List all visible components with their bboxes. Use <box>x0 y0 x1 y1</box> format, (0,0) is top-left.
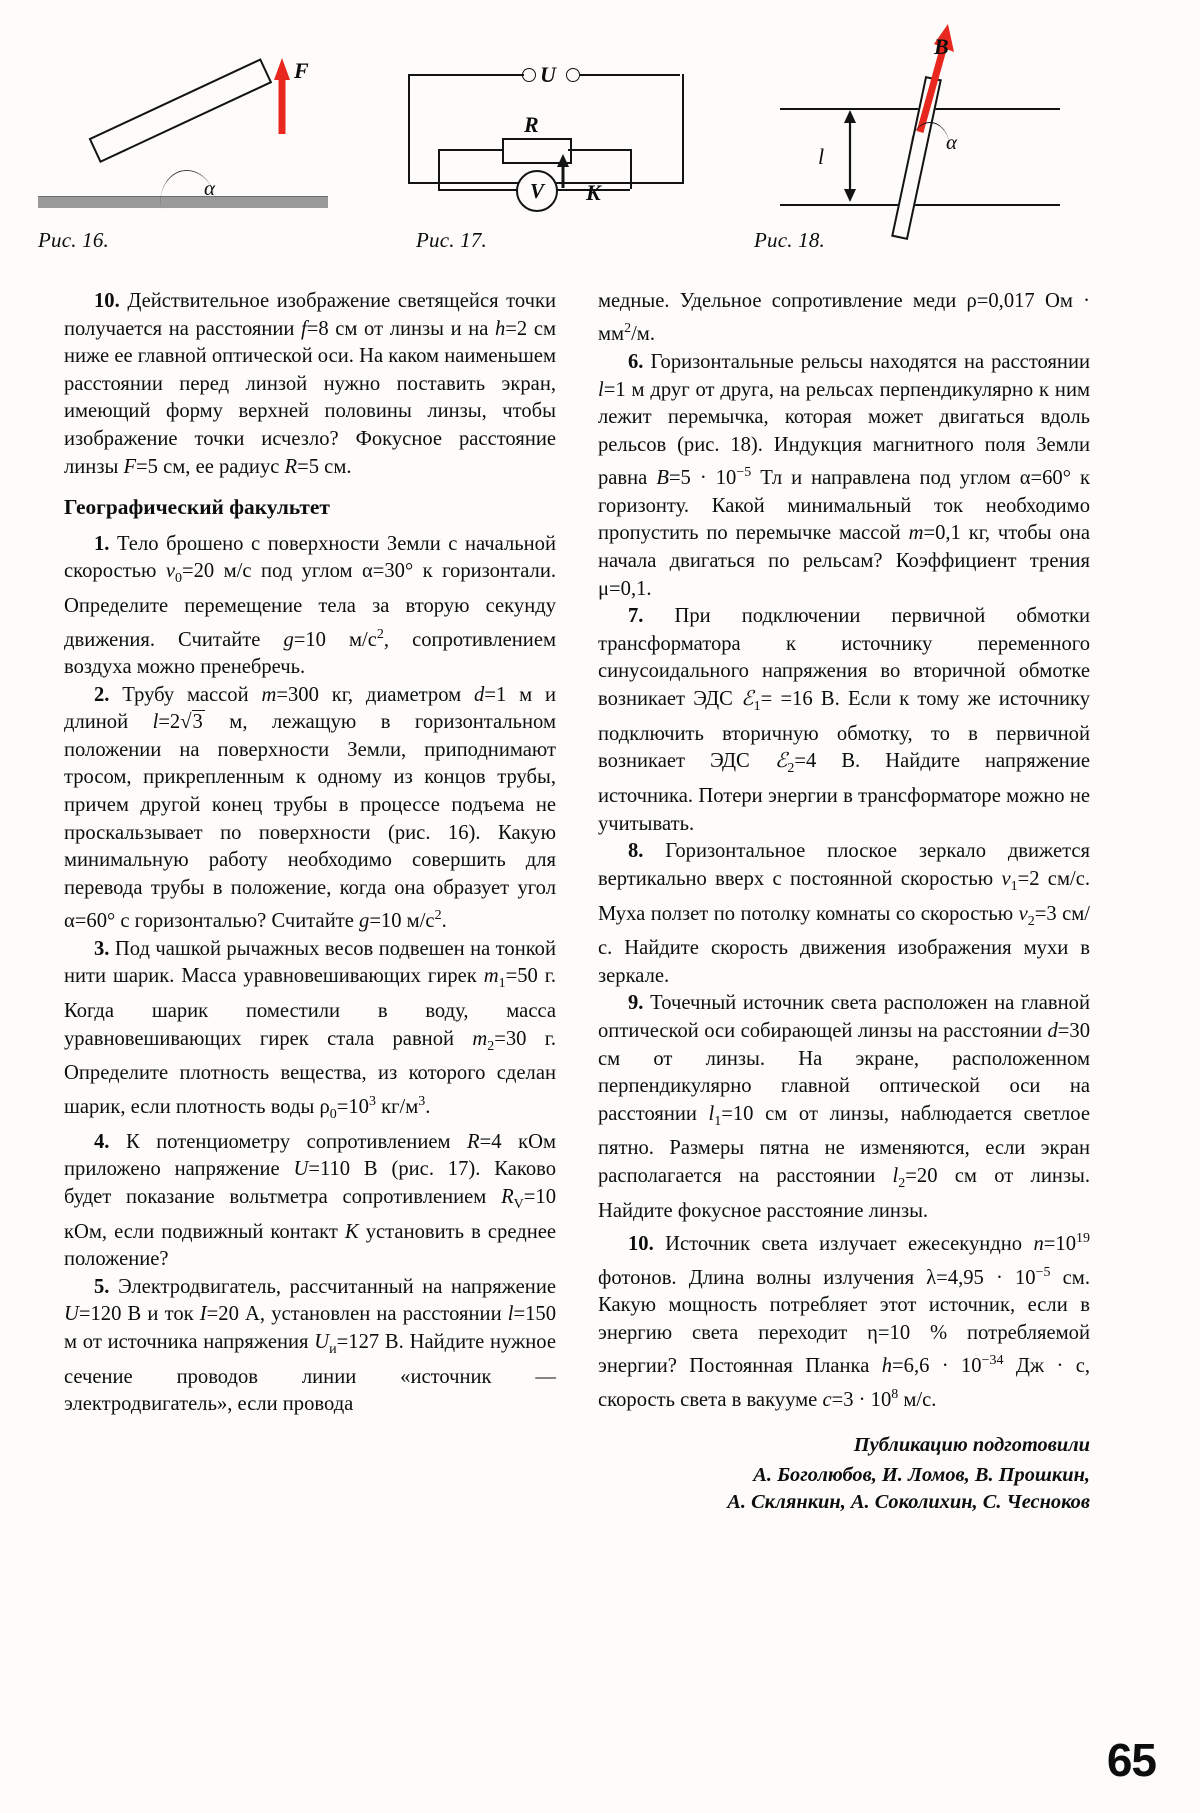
problem-5-continuation <box>598 288 1090 349</box>
voltmeter-left-drop <box>438 149 440 189</box>
problem-left-2-number: 2. <box>94 683 110 706</box>
problem-right-9-number: 9. <box>628 992 644 1015</box>
terminal-left-icon <box>522 68 536 82</box>
circuit-top-left-wire <box>408 74 524 76</box>
rail-bottom <box>780 204 1060 206</box>
circuit-outer-frame <box>408 74 684 184</box>
problem-right-6 <box>598 349 1090 603</box>
figure-16 <box>38 18 338 258</box>
credits-line-1: А. Боголюбов, И. Ломов, В. Прошкин, <box>753 1463 1090 1486</box>
problem-left-1-number: 1. <box>94 532 110 555</box>
problem-right-10-number: 10. <box>628 1233 654 1256</box>
left-column <box>64 288 556 1419</box>
figure-18-length-label: l <box>818 144 825 169</box>
credits-line-2: А. Склянкин, А. Соколихин, С. Чесноков <box>727 1490 1090 1513</box>
figure-17-contact-label: K <box>586 180 601 205</box>
problem-right-8-text: Горизонтальное плоское зеркало движется вертикально вверх с постоянной скоростью $v_1=2$ см/с. Муха ползет по потолку комнаты со скоростью $v_2=3$ см/с. Найдите скорость движения изображения мухи в зеркале. <box>598 840 1090 987</box>
problem-left-10 <box>64 288 556 481</box>
problem-left-3 <box>64 936 556 1129</box>
problem-right-7 <box>598 603 1090 838</box>
voltmeter-right-wire <box>568 149 630 151</box>
pipe-bar <box>89 58 273 163</box>
problem-left-1 <box>64 531 556 682</box>
problem-right-7-number: 7. <box>628 605 644 628</box>
right-column <box>598 288 1090 1516</box>
voltmeter-left-wire <box>438 149 502 151</box>
force-arrow-icon <box>274 58 290 134</box>
problem-right-6-number: 6. <box>628 351 644 374</box>
problem-right-7-text: При подключении первичной обмотки трансформатора к источнику переменного синусоидального напряжения во вторичной обмотке возникает ЭДС ℰ$_1$= =16 В. Если к тому же источнику подключить вторичную обмотку, то в первичной возникает ЭДС ℰ$_2$=4 В. Найдите напряжение источника. Потери энергии в трансформаторе можно не учитывать. <box>598 605 1090 835</box>
problem-left-2-text: Трубу массой m=300 кг, диаметром d=1 м и длиной l=2√3 м, лежащую в горизонтальном положении на поверхности Земли, приподнимают тросом, прикрепленным к одному из концов трубы, причем другой конец трубы в процессе подъема не проскальзывает по поверхности (рис. 16). Какую минимальную работу необходимо совершить для перевода трубы в положение, когда она образует угол α=60° с горизонталью? Считайте g=10 $м/с^2$. <box>64 683 557 933</box>
credits-title: Публикацию подготовили <box>853 1434 1090 1457</box>
problem-left-10-number: 10. <box>94 290 120 312</box>
problem-left-5 <box>64 1274 556 1419</box>
problem-left-5-text: Электродвигатель, рассчитанный на напряжение U=120 В и ток I=20 А, установлен на расстоянии l=150 м от источника напряжения $U_и=127$ В. Найдите нужное сечение проводов линии «источник — электродвигатель», если провода <box>64 1275 556 1416</box>
problem-left-2 <box>64 682 556 936</box>
problem-left-4-text: К потенциометру сопротивлением R=4 кОм приложено напряжение U=110 В (рис. 17). Каково будет показание вольтметра сопротивлением $R_V=10$ кОм, если подвижный контакт K установить в среднее положение? <box>64 1130 556 1271</box>
figure-16-caption: Рис. 16. <box>38 228 109 252</box>
voltmeter-right-drop <box>630 149 632 189</box>
problem-left-3-text: Под чашкой рычажных весов подвешен на тонкой нити шарик. Масса уравновешивающих гирек $m_1=50$ г. Когда шарик поместили в воду, масса уравновешивающих гирек стала равной $m_2=30$ г. Определите плотность вещества, из которого сделан шарик, если плотность воды $\rho_0=10^3$ $кг/м^3$. <box>64 937 556 1123</box>
terminal-right-icon <box>566 68 580 82</box>
figure-18 <box>754 18 1090 258</box>
figures-row <box>38 18 1168 258</box>
problem-right-9-text: Точечный источник света расположен на главной оптической оси собирающей линзы на расстоянии d=30 см от линзы. На экране, расположенном перпендикулярно главной оптической оси на расстоянии $l_1=10$ см от линзы, наблюдается светлое пятно. Размеры пятна не изменяются, если экран располагается на расстоянии $l_2=20$ см от линзы. Найдите фокусное расстояние линзы. <box>598 992 1090 1222</box>
figure-16-angle-label: α <box>204 176 216 200</box>
figure-17-voltage-label: U <box>540 62 556 87</box>
length-dimension-arrow-icon <box>844 110 856 202</box>
problem-left-4-number: 4. <box>94 1130 110 1153</box>
circuit-top-right-wire <box>580 74 680 76</box>
problem-5-continuation-text: медные. Удельное сопротивление меди ρ=0,017 Ом · $мм^2/м$. <box>598 290 1090 346</box>
problem-right-8 <box>598 838 1090 990</box>
figure-18-caption: Рис. 18. <box>754 228 825 252</box>
voltmeter-symbol: V <box>516 170 558 212</box>
figure-16-force-label: F <box>294 58 309 83</box>
problem-right-6-text: Горизонтальные рельсы находятся на расстоянии l=1 м друг от друга, на рельсах перпендикулярно к ним лежит перемычка, которая может двигаться вдоль рельсов (рис. 18). Индукция магнитного поля Земли равна $B=5 \cdot 10^{-5}$ Тл и направлена под углом α=60° к горизонту. Какой минимальный ток необходимо пропустить по перемычке массой m=0,1 кг, чтобы она начала двигаться по рельсам? Коэффициент трения μ=0,1. <box>598 351 1091 600</box>
figure-17 <box>390 18 720 258</box>
problem-left-5-number: 5. <box>94 1275 110 1298</box>
problem-right-9 <box>598 990 1090 1225</box>
figure-17-caption: Рис. 17. <box>416 228 487 252</box>
figure-17-resistor-label: R <box>524 112 539 137</box>
contact-arrow-icon <box>556 154 570 188</box>
figure-18-field-label: B <box>934 34 949 59</box>
problem-left-3-number: 3. <box>94 937 110 960</box>
figure-18-angle-label: α <box>946 130 958 154</box>
problem-right-10 <box>598 1225 1090 1414</box>
problem-right-10-text: Источник света излучает ежесекундно $n=10^{19}$ фотонов. Длина волны излучения $\lambda=4,95 \cdot 10^{-5}$ см. Какую мощность потребляет этот источник, если в энергию света переходит η=10 % потребляемой энергии? Постоянная Планка $h=6,6 \cdot 10^{-34}$ Дж · с, скорость света в вакууме $c=3 \cdot 10^8$ м/с. <box>598 1231 1090 1411</box>
page-number: 65 <box>1106 1734 1156 1786</box>
problem-right-8-number: 8. <box>628 840 644 863</box>
section-title-geography: Географический факультет <box>64 495 330 520</box>
problem-left-10-text: Действительное изображение светящейся точки получается на расстоянии f=8 см от линзы и на h=2 см ниже ее главной оптической оси. На каком наименьшем расстоянии перед линзой нужно поставить экран, имеющий форму верхней половины линзы, чтобы изображение точки исчезло? Фокусное расстояние линзы F=5 см, ее радиус R=5 см. <box>64 290 556 478</box>
problem-left-1-text: Тело брошено с поверхности Земли с начальной скоростью $v_0=20$ м/с под углом α=30° к горизонтали. Определите перемещение тела за вторую секунду движения. Считайте g=10 $м/с^2$, сопротивлением воздуха можно пренебречь. <box>64 532 556 679</box>
problem-left-4 <box>64 1129 556 1274</box>
